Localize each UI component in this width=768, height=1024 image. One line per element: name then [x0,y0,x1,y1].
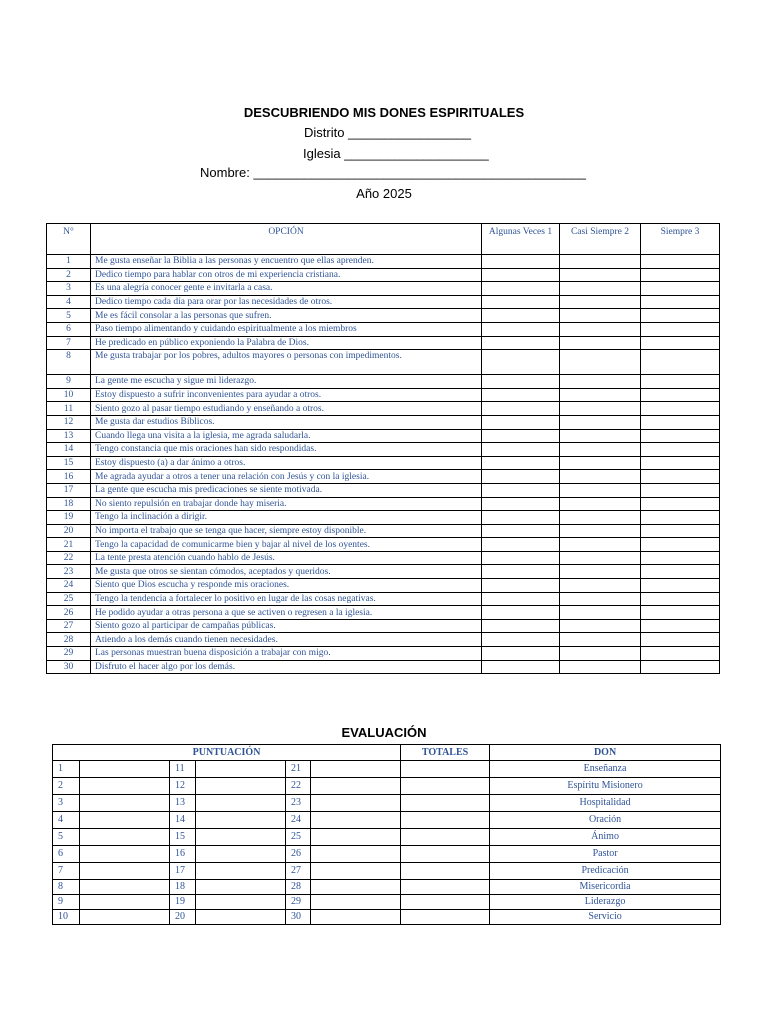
evaluation-row [53,761,721,778]
gift-name: Servicio [490,910,721,925]
total-cell[interactable] [401,778,490,795]
question-text: He podido ayudar a otras persona a que se activen o regresen a la iglesia. [91,606,482,620]
evaluation-row [53,895,721,910]
total-cell[interactable] [401,863,490,880]
question-number: 2 [47,268,91,282]
answer-always-cell[interactable] [641,402,720,416]
answer-always-cell[interactable] [641,511,720,525]
answer-almost-always-cell[interactable] [560,255,641,269]
answer-some-times-cell[interactable] [482,497,560,511]
answer-some-times-cell[interactable] [482,511,560,525]
answer-always-cell[interactable] [641,647,720,661]
question-ref-number: 13 [170,795,196,812]
evaluation-row [53,880,721,895]
answer-always-cell[interactable] [641,579,720,593]
question-text: Las personas muestran buena disposición a trabajar con migo. [91,647,482,661]
question-ref-number: 3 [53,795,80,812]
gift-name: Pastor [490,846,721,863]
answer-almost-always-cell[interactable] [560,565,641,579]
question-number: 5 [47,309,91,323]
answer-some-times-cell[interactable] [482,619,560,633]
evaluation-row [53,778,721,795]
col-header-score: PUNTUACIÓN [53,745,401,761]
answer-almost-always-cell[interactable] [560,633,641,647]
question-ref-number: 18 [170,880,196,895]
question-text: La gente que escucha mis predicaciones se siente motivada. [91,483,482,497]
table-row [47,660,720,674]
question-ref-number: 22 [286,778,311,795]
answer-always-cell[interactable] [641,606,720,620]
question-number: 22 [47,551,91,565]
question-number: 7 [47,336,91,350]
answer-some-times-cell[interactable] [482,282,560,296]
question-ref-number: 21 [286,761,311,778]
question-number: 19 [47,511,91,525]
question-ref-number: 23 [286,795,311,812]
question-ref-number: 17 [170,863,196,880]
answer-some-times-cell[interactable] [482,660,560,674]
answer-almost-always-cell[interactable] [560,388,641,402]
answer-always-cell[interactable] [641,255,720,269]
question-text: La gente me escucha y sigue mi liderazgo. [91,375,482,389]
answer-almost-always-cell[interactable] [560,402,641,416]
answer-some-times-cell[interactable] [482,633,560,647]
year-line: Año 2025 [356,186,412,201]
answer-some-times-cell[interactable] [482,443,560,457]
answer-some-times-cell[interactable] [482,350,560,375]
question-number: 10 [47,388,91,402]
table-row [47,443,720,457]
answer-always-cell[interactable] [641,429,720,443]
evaluation-row [53,910,721,925]
answer-some-times-cell[interactable] [482,579,560,593]
score-cell[interactable] [196,795,286,812]
answer-some-times-cell[interactable] [482,375,560,389]
answer-almost-always-cell[interactable] [560,322,641,336]
question-text: No siento repulsión en trabajar donde hay miseria. [91,497,482,511]
answer-some-times-cell[interactable] [482,470,560,484]
name-line: Nombre: ______________________________________________ [200,165,587,180]
table-row [47,295,720,309]
table-row [47,415,720,429]
question-ref-number: 2 [53,778,80,795]
gift-name: Liderazgo [490,895,721,910]
answer-always-cell[interactable] [641,282,720,296]
question-text: Estoy dispuesto (a) a dar ánimo a otros. [91,456,482,470]
answer-almost-always-cell[interactable] [560,619,641,633]
table-row [47,402,720,416]
answer-almost-always-cell[interactable] [560,497,641,511]
gift-name: Misericordia [490,880,721,895]
answer-always-cell[interactable] [641,619,720,633]
col-header-almost-always: Casi Siempre 2 [560,224,641,255]
answer-almost-always-cell[interactable] [560,511,641,525]
question-number: 12 [47,415,91,429]
answer-almost-always-cell[interactable] [560,415,641,429]
score-cell[interactable] [80,863,170,880]
score-cell[interactable] [80,761,170,778]
answer-always-cell[interactable] [641,309,720,323]
table-row [47,282,720,296]
answer-some-times-cell[interactable] [482,592,560,606]
question-text: La tente presta atención cuando hablo de Jesús. [91,551,482,565]
question-ref-number: 12 [170,778,196,795]
score-cell[interactable] [196,846,286,863]
question-number: 3 [47,282,91,296]
answer-some-times-cell[interactable] [482,255,560,269]
evaluation-row [53,829,721,846]
answer-almost-always-cell[interactable] [560,524,641,538]
table-row [47,619,720,633]
total-cell[interactable] [401,829,490,846]
answer-always-cell[interactable] [641,483,720,497]
answer-almost-always-cell[interactable] [560,660,641,674]
answer-always-cell[interactable] [641,350,720,375]
answer-always-cell[interactable] [641,660,720,674]
question-number: 11 [47,402,91,416]
score-cell[interactable] [311,880,401,895]
answer-always-cell[interactable] [641,322,720,336]
answer-always-cell[interactable] [641,538,720,552]
score-cell[interactable] [80,795,170,812]
table-row [47,470,720,484]
question-text: Disfruto el hacer algo por los demás. [91,660,482,674]
question-ref-number: 6 [53,846,80,863]
score-cell[interactable] [80,880,170,895]
question-text: Me gusta trabajar por los pobres, adultos mayores o personas con impedimentos. [91,350,482,375]
answer-always-cell[interactable] [641,268,720,282]
table-row [47,647,720,661]
answer-always-cell[interactable] [641,497,720,511]
question-text: Tengo la tendencia a fortalecer lo positivo en lugar de las cosas negativas. [91,592,482,606]
church-line: Iglesia ____________________ [303,146,489,161]
document-title: DESCUBRIENDO MIS DONES ESPIRITUALES [243,105,525,120]
col-header-some-times: Algunas Veces 1 [482,224,560,255]
question-text: He predicado en público exponiendo la Palabra de Dios. [91,336,482,350]
score-cell[interactable] [311,778,401,795]
table-row [47,592,720,606]
answer-almost-always-cell[interactable] [560,443,641,457]
answer-always-cell[interactable] [641,375,720,389]
table-row [47,429,720,443]
gift-name: Hospitalidad [490,795,721,812]
total-cell[interactable] [401,761,490,778]
question-ref-number: 24 [286,812,311,829]
question-number: 1 [47,255,91,269]
question-ref-number: 30 [286,910,311,925]
col-header-number: N° [47,224,91,255]
answer-some-times-cell[interactable] [482,415,560,429]
score-cell[interactable] [196,910,286,925]
score-cell[interactable] [311,863,401,880]
table-row [47,483,720,497]
total-cell[interactable] [401,846,490,863]
answer-almost-always-cell[interactable] [560,336,641,350]
answer-almost-always-cell[interactable] [560,456,641,470]
table-row [47,538,720,552]
question-ref-number: 29 [286,895,311,910]
question-ref-number: 1 [53,761,80,778]
question-text: Paso tiempo alimentando y cuidando espiritualmente a los miembros [91,322,482,336]
table-row [47,633,720,647]
answer-some-times-cell[interactable] [482,309,560,323]
question-ref-number: 14 [170,812,196,829]
table-row [47,511,720,525]
score-cell[interactable] [80,895,170,910]
table-row [47,579,720,593]
question-text: Me gusta que otros se sientan cómodos, aceptados y queridos. [91,565,482,579]
answer-always-cell[interactable] [641,633,720,647]
question-ref-number: 11 [170,761,196,778]
evaluation-title: EVALUACIÓN [341,725,427,740]
question-number: 18 [47,497,91,511]
evaluation-row [53,795,721,812]
answer-almost-always-cell[interactable] [560,282,641,296]
question-text: Me agrada ayudar a otros a tener una relación con Jesús y con la iglesia. [91,470,482,484]
question-text: Estoy dispuesto a sufrir inconvenientes para ayudar a otros. [91,388,482,402]
question-text: Siento gozo al participar de campañas públicas. [91,619,482,633]
answer-some-times-cell[interactable] [482,538,560,552]
answer-some-times-cell[interactable] [482,336,560,350]
total-cell[interactable] [401,795,490,812]
score-cell[interactable] [196,829,286,846]
col-header-always: Siempre 3 [641,224,720,255]
question-text: Es una alegría conocer gente e invitarla a casa. [91,282,482,296]
answer-almost-always-cell[interactable] [560,606,641,620]
answer-almost-always-cell[interactable] [560,483,641,497]
score-cell[interactable] [196,778,286,795]
question-number: 15 [47,456,91,470]
answer-some-times-cell[interactable] [482,295,560,309]
score-cell[interactable] [196,895,286,910]
question-ref-number: 5 [53,829,80,846]
answer-some-times-cell[interactable] [482,388,560,402]
score-cell[interactable] [311,812,401,829]
answer-some-times-cell[interactable] [482,483,560,497]
question-text: Me gusta enseñar la Biblia a las personas y encuentro que ellas aprenden. [91,255,482,269]
question-ref-number: 7 [53,863,80,880]
score-cell[interactable] [80,812,170,829]
question-text: Tengo la capacidad de comunicarme bien y bajar al nivel de los oyentes. [91,538,482,552]
answer-some-times-cell[interactable] [482,551,560,565]
question-text: Me gusta dar estudios Bíblicos. [91,415,482,429]
evaluation-table [52,744,721,925]
score-cell[interactable] [196,812,286,829]
answer-almost-always-cell[interactable] [560,579,641,593]
question-number: 20 [47,524,91,538]
score-cell[interactable] [80,829,170,846]
answer-always-cell[interactable] [641,295,720,309]
district-line: Distrito _________________ [304,125,471,140]
answer-always-cell[interactable] [641,524,720,538]
evaluation-row [53,812,721,829]
table-row [47,551,720,565]
question-text: Dedico tiempo cada día para orar por las necesidades de otros. [91,295,482,309]
question-text: Siento gozo al pasar tiempo estudiando y enseñando a otros. [91,402,482,416]
answer-always-cell[interactable] [641,415,720,429]
score-cell[interactable] [311,846,401,863]
answer-some-times-cell[interactable] [482,524,560,538]
evaluation-row [53,846,721,863]
total-cell[interactable] [401,880,490,895]
question-ref-number: 9 [53,895,80,910]
evaluation-row [53,863,721,880]
answer-almost-always-cell[interactable] [560,647,641,661]
table-row [47,375,720,389]
table-row [47,565,720,579]
answer-always-cell[interactable] [641,443,720,457]
gift-name: Espíritu Misionero [490,778,721,795]
table-row [47,524,720,538]
question-number: 29 [47,647,91,661]
answer-some-times-cell[interactable] [482,268,560,282]
question-number: 4 [47,295,91,309]
question-text: Tengo la inclinación a dirigir. [91,511,482,525]
question-number: 23 [47,565,91,579]
question-ref-number: 25 [286,829,311,846]
answer-almost-always-cell[interactable] [560,470,641,484]
question-number: 21 [47,538,91,552]
answer-some-times-cell[interactable] [482,322,560,336]
table-row [47,456,720,470]
score-cell[interactable] [196,761,286,778]
answer-almost-always-cell[interactable] [560,538,641,552]
total-cell[interactable] [401,895,490,910]
answer-always-cell[interactable] [641,565,720,579]
question-ref-number: 28 [286,880,311,895]
table-row [47,255,720,269]
question-text: Tengo constancia que mis oraciones han sido respondidas. [91,443,482,457]
answer-some-times-cell[interactable] [482,402,560,416]
score-cell[interactable] [311,895,401,910]
answer-always-cell[interactable] [641,592,720,606]
answer-almost-always-cell[interactable] [560,295,641,309]
question-ref-number: 20 [170,910,196,925]
question-number: 13 [47,429,91,443]
col-header-totals: TOTALES [401,745,490,761]
score-cell[interactable] [311,761,401,778]
score-cell[interactable] [196,880,286,895]
table-row [47,268,720,282]
answer-always-cell[interactable] [641,456,720,470]
question-number: 14 [47,443,91,457]
question-ref-number: 8 [53,880,80,895]
question-number: 17 [47,483,91,497]
question-number: 25 [47,592,91,606]
question-text: Siento que Dios escucha y responde mis oraciones. [91,579,482,593]
answer-almost-always-cell[interactable] [560,309,641,323]
question-number: 26 [47,606,91,620]
score-cell[interactable] [311,910,401,925]
answer-almost-always-cell[interactable] [560,592,641,606]
answer-always-cell[interactable] [641,470,720,484]
question-ref-number: 26 [286,846,311,863]
answer-some-times-cell[interactable] [482,429,560,443]
answer-always-cell[interactable] [641,388,720,402]
answer-always-cell[interactable] [641,336,720,350]
question-text: No importa el trabajo que se tenga que hacer, siempre estoy disponible. [91,524,482,538]
question-text: Dedico tiempo para hablar con otros de mi experiencia cristiana. [91,268,482,282]
table-row [47,497,720,511]
question-number: 28 [47,633,91,647]
score-cell[interactable] [311,795,401,812]
question-ref-number: 27 [286,863,311,880]
score-cell[interactable] [80,778,170,795]
question-text: Atiendo a los demás cuando tienen necesidades. [91,633,482,647]
answer-some-times-cell[interactable] [482,565,560,579]
question-ref-number: 10 [53,910,80,925]
table-row [47,309,720,323]
question-text: Cuando llega una visita a la iglesia, me agrada saludarla. [91,429,482,443]
question-number: 24 [47,579,91,593]
col-header-gift: DON [490,745,721,761]
gift-name: Enseñanza [490,761,721,778]
question-ref-number: 15 [170,829,196,846]
score-cell[interactable] [311,829,401,846]
question-ref-number: 16 [170,846,196,863]
gift-name: Oración [490,812,721,829]
answer-almost-always-cell[interactable] [560,551,641,565]
answer-almost-always-cell[interactable] [560,350,641,375]
answer-almost-always-cell[interactable] [560,429,641,443]
answer-always-cell[interactable] [641,551,720,565]
gift-name: Ánimo [490,829,721,846]
question-number: 9 [47,375,91,389]
answer-almost-always-cell[interactable] [560,375,641,389]
table-row [47,606,720,620]
table-row [47,388,720,402]
question-number: 27 [47,619,91,633]
answer-almost-always-cell[interactable] [560,268,641,282]
questionnaire-table [46,223,720,674]
total-cell[interactable] [401,812,490,829]
question-number: 16 [47,470,91,484]
score-cell[interactable] [196,863,286,880]
score-cell[interactable] [80,846,170,863]
table-row [47,336,720,350]
total-cell[interactable] [401,910,490,925]
score-cell[interactable] [80,910,170,925]
question-text: Me es fácil consolar a las personas que sufren. [91,309,482,323]
question-number: 6 [47,322,91,336]
question-ref-number: 4 [53,812,80,829]
question-number: 8 [47,350,91,375]
gift-name: Predicación [490,863,721,880]
answer-some-times-cell[interactable] [482,647,560,661]
col-header-option: OPCIÓN [91,224,482,255]
table-row [47,350,720,375]
question-ref-number: 19 [170,895,196,910]
answer-some-times-cell[interactable] [482,456,560,470]
answer-some-times-cell[interactable] [482,606,560,620]
table-row [47,322,720,336]
question-number: 30 [47,660,91,674]
